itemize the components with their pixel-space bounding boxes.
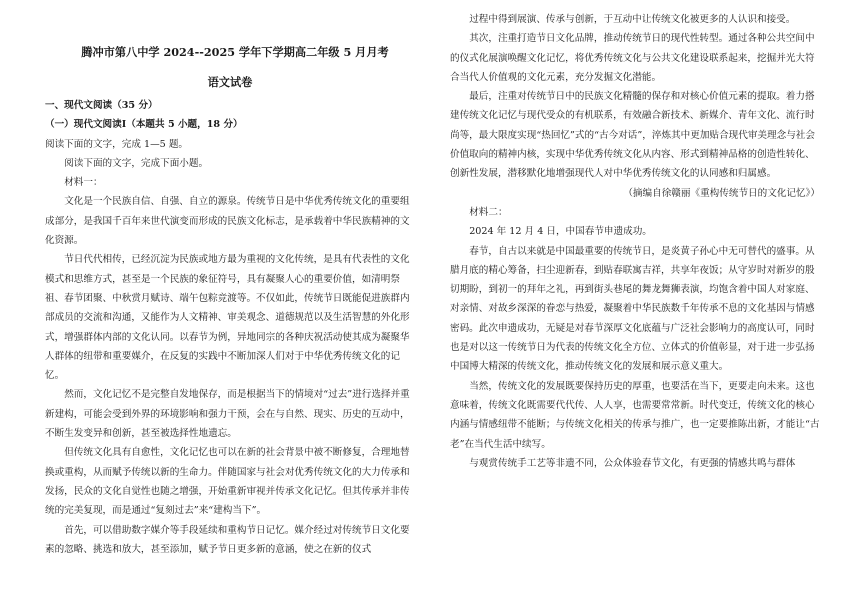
material-label: 材料二：: [469, 206, 508, 218]
paragraph: 春节，自古以来就是中国最重要的传统节日，是炎黄子孙心中无可替代的盛事。从腊月底的精心筹备，扫尘迎新春，到贴春联寓吉祥，共享年夜饭；从守岁时对新岁的殷切期盼，到初一的拜年之礼，再到街头巷尾的舞龙舞狮表演，均饱含着中国人对家庭、对亲情、对故乡深深的眷恋与热爱，凝聚着中华民族数千年传承不息的文化基因与情感密码。此次申遗成功，无疑是对春节深厚文化底蕴与广泛社会影响力的高度认可，同时也是对以这一传统节日为代表的传统文化全方位、立体式的价值彰显，对于进一步弘扬中国博大精深的传统文化，推动传统文化的发展和展示意义重大。: [450, 245, 815, 373]
paragraph: 首先，可以借助数字媒介等手段延续和重构节日记忆。媒介经过对传统节日文化要素的忽略、挑选和放大，甚至添加，赋予节日更多新的意涵，使之在新的仪式: [45, 524, 410, 555]
paragraph: 其次，注重打造节日文化品牌，推动传统节日的现代性转型。通过各种公共空间中的仪式化展演唤醒文化记忆，将优秀传统文化与公共文化建设联系起来，挖掘并光大符合当代人价值观的文化元素，充分发掘文化潜能。: [450, 33, 815, 83]
paragraph: 然而，文化记忆不是完整自发地保存，而是根据当下的情境对“过去”进行选择并重新建构，可能会受到外界的环境影响和强力干预，会在与自然、现实、历史的互动中，不断生发变异和创新，甚至被选择性地遗忘。: [45, 389, 410, 440]
instruction-line: 阅读下面的文字，完成下面小题。: [64, 157, 209, 169]
paragraph: 过程中得到展演、传承与创新，于互动中让传统文化被更多的人认识和接受。: [469, 14, 796, 25]
subsection-heading: （一）现代文阅读Ⅰ（本题共 5 小题，18 分）: [45, 119, 243, 131]
material-label: 材料一：: [64, 177, 103, 189]
paragraph: 最后，注重对传统节日中的民族文化精髓的保存和对核心价值元素的提取。着力搭建传统文化记忆与现代受众的有机联系，有效融合新技术、新媒介、青年文化、流行时尚等，最大限度实现“热回忆”式的“古今对话”，淬炼其中更加贴合现代审美理念与社会价值取向的精神内核，实现中华优秀传统文化从内容、形式到精神品格的创造性转化、创新性发展，潜移默化地增强现代人对中华优秀传统文化的认同感和归属感。: [450, 91, 815, 180]
exam-subtitle: 语文试卷: [207, 75, 253, 89]
section-heading: 一、现代文阅读（35 分）: [45, 100, 158, 111]
paragraph: 节日代代相传，已经沉淀为民族或地方最为重视的文化传统，是具有代表性的文化模式和思维方式，甚至是一个民族的象征符号，具有凝聚人心的重要价值，如清明祭祖、春节团聚、中秋赏月赋诗、端午包粽竞渡等。不仅如此，传统节日既能促进族群内部成员的交流和沟通，又能作为人文精神、审美观念、道德规范以及生活智慧的外化形式，增强群体内部的文化认同。以春节为例，异地同宗的各种庆祝活动使其成为凝聚华人群体的纽带和重要媒介，在反复的实践中不断加深人们对于中华优秀传统文化的记忆。: [45, 254, 410, 382]
instruction-line: 阅读下面的文字，完成 1—5 题。: [45, 138, 189, 150]
paragraph: 文化是一个民族自信、自强、自立的源泉。传统节日是中华优秀传统文化的重要组成部分，是我国千百年来世代演变而形成的民族文化标志，是承载着中华民族精神的文化资源。: [45, 196, 410, 247]
exam-title: 腾冲市第八中学 2024--2025 学年下学期高二年级 5 月月考: [81, 45, 389, 59]
paragraph: 当然，传统文化的发展既要保持历史的厚重，也要活在当下，更要走向未来。这也意味着，传统文化既需要代代传、人人享，也需要常常新。时代变迁，传统文化的核心内涵与情感纽带不能断；与传统文化相关的传承与推广，也一定要推陈出新，才能让“古老”在当代生活中续写。: [450, 380, 820, 450]
paragraph: 2024 年 12 月 4 日，中国春节申遗成功。: [469, 226, 652, 238]
source-citation: （摘编自徐赣丽《重构传统节日的文化记忆》）: [623, 187, 820, 199]
right-column: [450, 10, 820, 473]
left-column: [45, 42, 415, 559]
paragraph: 但传统文化具有自愈性，文化记忆也可以在新的社会背景中被不断修复，合理地替换或重构，从而赋予传统以新的生命力。伴随国家与社会对优秀传统文化的大力传承和发扬，民众的文化自觉性也随之增强，开始重新审视并传承文化记忆。但其传承并非传统的完美复现，而是通过“复刻过去”来“建构当下”。: [45, 447, 410, 517]
paragraph: 与观赏传统手工艺等非遗不同，公众体验春节文化，有更强的情感共鸣与群体: [469, 457, 796, 469]
